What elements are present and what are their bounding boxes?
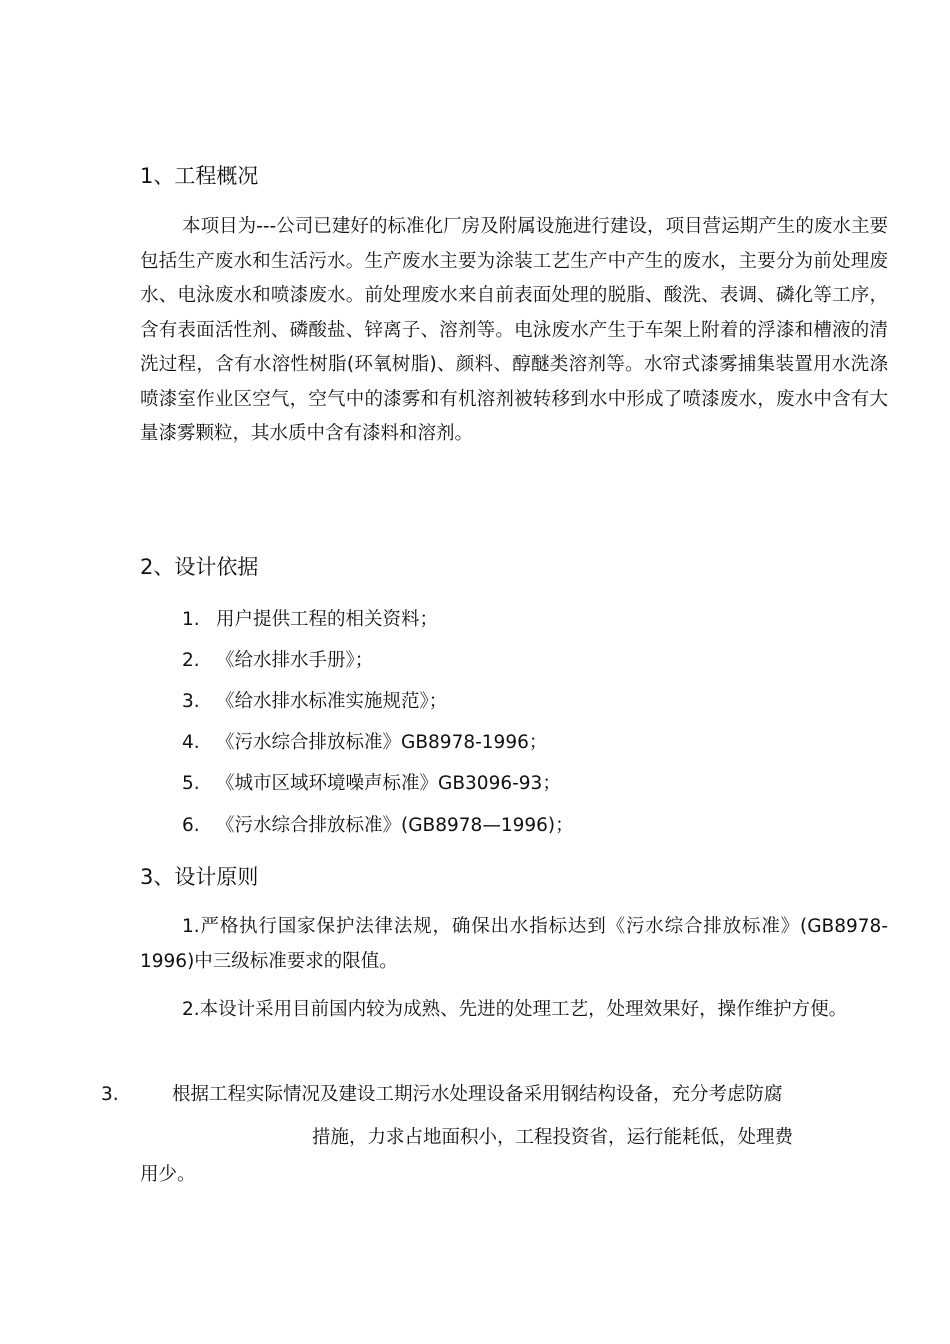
list-text: 《给水排水手册》； [216, 650, 374, 671]
list-text: 《污水综合排放标准》GB8978-1996； [216, 732, 548, 753]
principle-3-line-1: 根据工程实际情况及建设工期污水处理设备采用钢结构设备，充分考虑防腐 [172, 1084, 783, 1105]
principle-3-line-2: 措施，力求占地面积小，工程投资省，运行能耗低，处理费 [312, 1127, 794, 1148]
principle-text: 1.严格执行国家保护法律法规，确保出水指标达到《污水综合排放标准》(GB8978-1996)中三级标准要求的限值。 [140, 916, 888, 972]
list-number: 1. [182, 609, 200, 630]
basis-list-item [182, 607, 438, 633]
section-heading-overview: 1、工程概况 [140, 164, 259, 188]
principle-paragraph-1 [140, 910, 888, 979]
principle-text: 2.本设计采用目前国内较为成熟、先进的处理工艺，处理效果好，操作维护方便。 [182, 999, 848, 1020]
principle-3-line-3: 用少。 [140, 1164, 196, 1185]
principle-paragraph-2 [140, 993, 888, 1028]
list-text: 《污水综合排放标准》(GB8978—1996)； [216, 815, 574, 836]
basis-list-item [182, 771, 561, 797]
overview-paragraph [140, 210, 888, 452]
list-text: 《城市区域环境噪声标准》GB3096-93； [216, 773, 561, 794]
list-text: 《给水排水标准实施规范》； [216, 691, 448, 712]
list-number: 5. [182, 773, 200, 794]
list-number: 3. [182, 691, 200, 712]
section-heading-basis: 2、设计依据 [140, 555, 259, 579]
list-number: 2. [182, 650, 200, 671]
section-heading-principles: 3、设计原则 [140, 865, 259, 889]
basis-list-item [182, 730, 547, 756]
list-number: 4. [182, 732, 200, 753]
list-number: 6. [182, 815, 200, 836]
basis-list-item [182, 648, 373, 674]
principle-3-number: 3. [101, 1084, 119, 1105]
list-text: 用户提供工程的相关资料； [216, 609, 439, 630]
overview-text: 本项目为---公司已建好的标准化厂房及附属设施进行建设，项目营运期产生的废水主要包括生产废水和生活污水。生产废水主要为涂装工艺生产中产生的废水，主要分为前处理废水、电泳废水和喷漆废水。前处理废水来自前表面处理的脱脂、酸洗、表调、磷化等工序，含有表面活性剂、磷酸盐、锌离子、溶剂等。电泳废水产生于车架上附着的浮漆和槽液的清洗过程，含有水溶性树脂(环氧树脂)、颜料、醇醚类溶剂等。水帘式漆雾捕集装置用水洗涤喷漆室作业区空气，空气中的漆雾和有机溶剂被转移到水中形成了喷漆废水，废水中含有大量漆雾颗粒，其水质中含有漆料和溶剂。 [140, 216, 888, 444]
basis-list-item [182, 689, 447, 715]
basis-list-item [182, 813, 574, 839]
